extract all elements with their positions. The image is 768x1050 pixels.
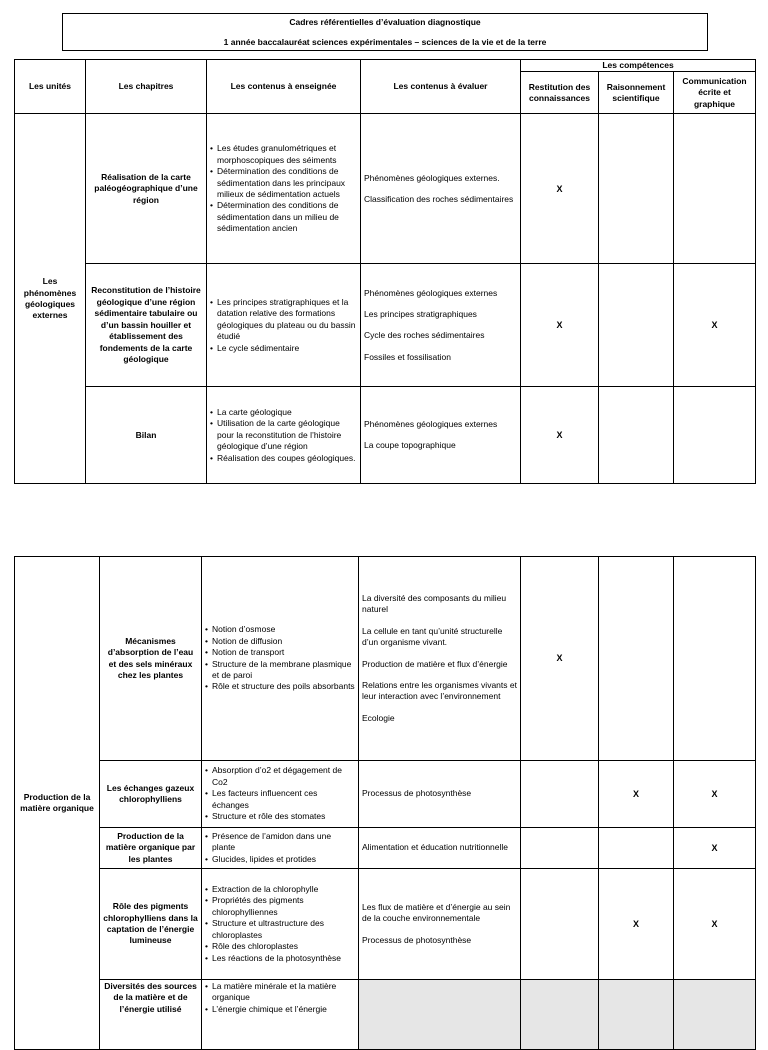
list-item: Alimentation et éducation nutritionnelle: [362, 842, 509, 853]
chapter-cell: Mécanismes d’absorption de l’eau et des sels minéraux chez les plantes: [100, 557, 202, 761]
evaluation-table-geology: [14, 59, 756, 484]
list-item: • Glucides, lipides et protides: [212, 854, 355, 865]
list-item: • Extraction de la chlorophylle: [212, 884, 355, 895]
eval-cell: [361, 387, 521, 484]
teach-cell: [202, 557, 359, 761]
unit-cell: Production de la matière organique: [15, 557, 100, 1050]
teach-cell: [202, 980, 359, 1050]
document-title: Cadres référentielles d’évaluation diagnostique: [289, 17, 481, 27]
list-item: Production de matière et flux d’énergie: [362, 658, 508, 669]
teach-cell: [207, 264, 361, 387]
list-item: Processus de photosynthèse: [362, 788, 472, 799]
table-row: [15, 761, 756, 828]
header-restitution: Restitution des connaissances: [521, 72, 599, 114]
mark-restitution: X: [521, 387, 599, 484]
list-item: • La carte géologique: [217, 407, 357, 418]
list-item: • Notion d’osmose: [212, 624, 355, 635]
header-competences: Les compétences: [521, 60, 756, 72]
list-item: • Le cycle sédimentaire: [217, 343, 357, 354]
table-row: [15, 264, 756, 387]
empty-cell: [674, 114, 756, 264]
mark-communication: X: [674, 264, 756, 387]
mark-communication: X: [674, 761, 756, 828]
document-subtitle: 1 année baccalauréat sciences expérimentales – sciences de la vie et de la terre: [223, 37, 547, 47]
teach-cell: [207, 114, 361, 264]
header-contents-eval: Les contenus à évaluer: [361, 60, 521, 114]
empty-cell: [674, 557, 756, 761]
chapter-cell: Bilan: [86, 387, 207, 484]
list-item: Fossiles et fossilisation: [364, 351, 451, 362]
header-raisonnement: Raisonnement scientifique: [599, 72, 674, 114]
empty-cell: [521, 761, 599, 828]
list-item: • Structure et ultrastructure des chloroplastes: [212, 918, 355, 941]
list-item: • Détermination des conditions de sédimentation dans un milieu de sédimentation ancien: [217, 200, 357, 234]
eval-cell: [359, 980, 521, 1050]
empty-cell: [674, 387, 756, 484]
empty-cell: [674, 980, 756, 1050]
empty-cell: [521, 828, 599, 869]
list-item: • Propriétés des pigments chlorophylliennes: [212, 895, 355, 918]
empty-cell: [599, 114, 674, 264]
header-contents-teach: Les contenus à enseignée: [207, 60, 361, 114]
list-item: • Les études granulométriques et morphoscopiques des séiments: [217, 143, 357, 166]
chapter-cell: Reconstitution de l’histoire géologique d’une région sédimentaire tabulaire ou d’un bassin houiller et établissement des fondements de la carte géologique: [86, 264, 207, 387]
chapter-cell: Les échanges gazeux chlorophylliens: [100, 761, 202, 828]
list-item: • L’énergie chimique et l’énergie: [212, 1004, 355, 1015]
mark-restitution: X: [521, 264, 599, 387]
list-item: Phénomènes géologiques externes: [364, 419, 498, 429]
empty-cell: [599, 387, 674, 484]
list-item: Phénomènes géologiques externes.: [364, 172, 500, 183]
list-item: • Rôle et structure des poils absorbants: [212, 681, 355, 692]
list-item: • La matière minérale et la matière organique: [212, 981, 355, 1004]
list-item: • Structure de la membrane plasmique et de paroi: [212, 659, 355, 682]
empty-cell: [599, 980, 674, 1050]
evaluation-table-organic-matter: [14, 556, 756, 1050]
list-item: • Rôle des chloroplastes: [212, 941, 355, 952]
eval-cell: [359, 761, 521, 828]
list-item: Phénomènes géologiques externes: [364, 287, 498, 298]
eval-cell: [361, 264, 521, 387]
list-item: • Notion de diffusion: [212, 636, 355, 647]
empty-cell: [599, 264, 674, 387]
list-item: • Notion de transport: [212, 647, 355, 658]
table-row: [15, 980, 756, 1050]
table-row: [15, 828, 756, 869]
chapter-cell: Production de la matière organique par les plantes: [100, 828, 202, 869]
list-item: Les flux de matière et d’énergie au sein de la couche environnementale: [362, 901, 511, 924]
chapter-cell: Diversités des sources de la matière et de l’énergie utilisé: [100, 980, 202, 1050]
list-item: Relations entre les organismes vivants et leur interaction avec l’environnement: [362, 679, 517, 702]
eval-cell: [359, 828, 521, 869]
list-item: Processus de photosynthèse: [362, 934, 472, 945]
list-item: • Les réactions de la photosynthèse: [212, 953, 355, 964]
mark-communication: X: [674, 869, 756, 980]
document-header: [62, 13, 708, 51]
empty-cell: [599, 557, 674, 761]
chapter-cell: Rôle des pigments chlorophylliens dans la captation de l’énergie lumineuse: [100, 869, 202, 980]
list-item: • Les facteurs influencent ces échanges: [212, 788, 355, 811]
mark-restitution: X: [521, 114, 599, 264]
list-item: • Les principes stratigraphiques et la datation relative des formations géologiques du plateau ou du bassin étudié: [217, 297, 357, 343]
teach-cell: [202, 761, 359, 828]
list-item: Les principes stratigraphiques: [364, 309, 477, 319]
table-row: [15, 387, 756, 484]
unit-cell: Les phénomènes géologiques externes: [15, 114, 86, 484]
mark-restitution: X: [521, 557, 599, 761]
list-item: La coupe topographique: [364, 440, 456, 451]
header-chapters: Les chapitres: [86, 60, 207, 114]
eval-cell: [361, 114, 521, 264]
list-item: • Réalisation des coupes géologiques.: [217, 453, 357, 464]
table-row: [15, 869, 756, 980]
empty-cell: [599, 828, 674, 869]
list-item: • Absorption d’o2 et dégagement de Co2: [212, 765, 355, 788]
list-item: • Présence de l’amidon dans une plante: [212, 831, 355, 854]
mark-communication: X: [674, 828, 756, 869]
list-item: La diversité des composants du milieu naturel: [362, 592, 507, 615]
header-units: Les unités: [15, 60, 86, 114]
list-item: La cellule en tant qu’unité structurelle d’un organisme vivant.: [362, 625, 503, 648]
list-item: Ecologie: [362, 712, 395, 723]
list-item: Classification des roches sédimentaires: [364, 193, 514, 204]
list-item: Cycle des roches sédimentaires: [364, 330, 485, 341]
teach-cell: [202, 828, 359, 869]
teach-cell: [202, 869, 359, 980]
mark-raisonnement: X: [599, 761, 674, 828]
chapter-cell: Réalisation de la carte paléogéographique d’une région: [86, 114, 207, 264]
list-item: • Détermination des conditions de sédimentation dans les principaux milieux de sédimentation actuels: [217, 166, 357, 200]
table-row: [15, 557, 756, 761]
empty-cell: [521, 869, 599, 980]
list-item: • Structure et rôle des stomates: [212, 811, 355, 822]
eval-cell: [359, 869, 521, 980]
empty-cell: [521, 980, 599, 1050]
header-communication: Communication écrite et graphique: [674, 72, 756, 114]
list-item: • Utilisation de la carte géologique pour la reconstitution de l’histoire géologique d’une région: [217, 418, 357, 452]
teach-cell: [207, 387, 361, 484]
eval-cell: [359, 557, 521, 761]
mark-raisonnement: X: [599, 869, 674, 980]
table-row: [15, 114, 756, 264]
